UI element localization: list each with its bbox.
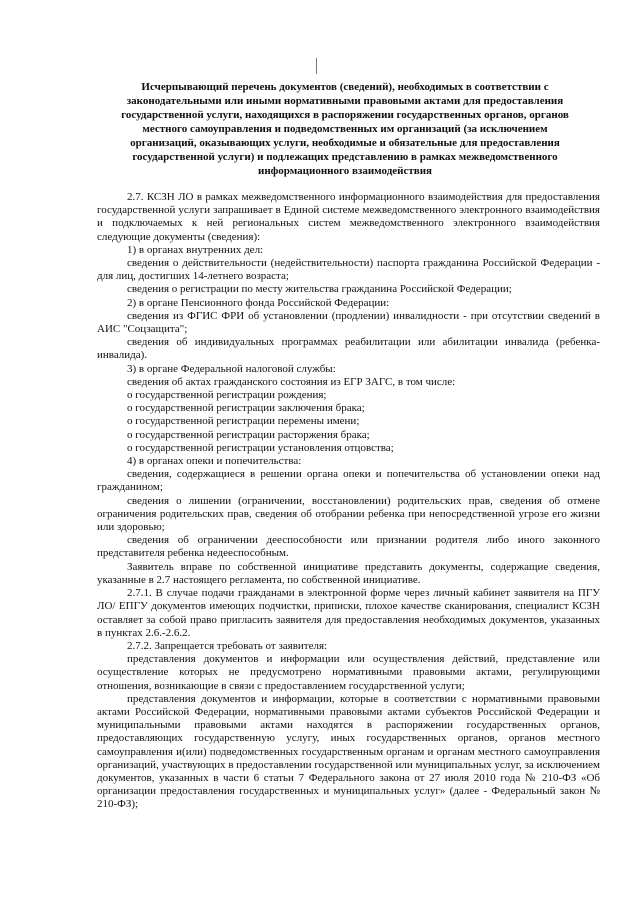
paragraph-2-7-1: 2.7.1. В случае подачи гражданами в электронной форме через личный кабинет заявителя на ПГУ ЛО/ ЕПГУ документов имеющих подчистки, приписки, плохое качестве сканирования, специалист КСЗН оставляет за собой право пригласить заявителя для предоставления необходимых документов, указанных в пунктах 2.6.-2.6.2.: [97, 587, 600, 639]
list-item: о государственной регистрации рождения;: [127, 389, 327, 402]
list-heading-guardianship: 4) в органах опеки и попечительства:: [127, 455, 302, 468]
paragraph-applicant-right: Заявитель вправе по собственной инициативе представить документы, содержащие сведения, указанные в 2.7 настоящего регламента, по собственной инициативе.: [97, 560, 600, 586]
list-item: сведения о регистрации по месту жительства гражданина Российской Федерации;: [127, 283, 512, 296]
list-item: сведения об ограничении дееспособности или признании родителя либо иного законного представителя ребенка недееспособным.: [97, 534, 600, 560]
title-line: государственной услуги, находящихся в распоряжении государственных органов, органов: [121, 109, 569, 121]
document-body: [97, 191, 600, 812]
title-line: местного самоуправления и подведомственных им организаций (за исключением: [142, 123, 548, 135]
title-line: информационного взаимодействия: [257, 165, 432, 177]
list-item: о государственной регистрации расторжения брака;: [127, 428, 370, 441]
title-line: государственной услуги) и подлежащих представлению в рамках межведомственного: [132, 151, 558, 163]
list-item: о государственной регистрации перемены имени;: [127, 415, 360, 428]
list-heading-tax-service: 3) в органе Федеральной налоговой службы:: [127, 362, 336, 375]
title-line: организаций, оказывающих услуги, необходимые и обязательные для предоставления: [130, 137, 560, 149]
list-item: сведения о лишении (ограничении, восстановлении) родительских прав, сведения об отмене ограничения родительских прав, сведения об отобрании ребенка при непосредственной угрозе его жизни или здоровью;: [97, 494, 600, 534]
list-item: сведения, содержащиеся в решении органа опеки и попечительства об установлении опеки над гражданином;: [97, 468, 600, 494]
list-item: представления документов и информации или осуществления действий, представление или осуществление которых не предусмотрено нормативными правовыми актами, регулирующими отношения, возникающие в связи с предоставлением государственной услуги;: [97, 653, 600, 692]
list-item: сведения об индивидуальных программах реабилитации или абилитации инвалида (ребенка-инвалида).: [97, 336, 600, 362]
list-item: представления документов и информации, которые в соответствии с нормативными правовыми актами Российской Федерации, нормативными правовыми актами субъектов Российской Федерации и муниципальными правовыми актами находятся в распоряжении государственных органов, предоставляющих государственную услугу, иных государственных органов, органов местного самоуправления и(или) подведомственных государственным органам и органам местного самоуправления организаций, участвующих в предоставлении государственной или муниципальных услуг, за исключением документов, указанных в части 6 статьи 7 Федерального закона от 27 июля 2010 года № 210-ФЗ «Об организации предоставления государственных и муниципальных услуг» (далее - Федеральный закон № 210-ФЗ);: [97, 692, 600, 811]
list-item: сведения из ФГИС ФРИ об установлении (продлении) инвалидности - при отсутствии сведений в АИС "Соцзащита";: [97, 309, 600, 336]
list-item: сведения о действительности (недействительности) паспорта гражданина Российской Федерации - для лиц, достигших 14-летнего возраста;: [97, 257, 600, 283]
list-heading-pension-fund: 2) в органе Пенсионного фонда Российской Федерации:: [127, 296, 390, 309]
list-item: о государственной регистрации заключения брака;: [127, 402, 365, 415]
paragraph-2-7-2: 2.7.2. Запрещается требовать от заявителя:: [127, 639, 328, 652]
paragraph-2-7: 2.7. КСЗН ЛО в рамках межведомственного информационного взаимодействия для предоставления государственной услуги запрашивает в Единой системе межведомственного электронного взаимодействия и подключаемых к ней региональных систем межведомственного электронного взаимодействия следующие документы (сведения):: [97, 191, 600, 243]
list-heading-internal-affairs: 1) в органах внутренних дел:: [127, 243, 264, 256]
list-item: о государственной регистрации установления отцовства;: [127, 441, 394, 454]
scan-vertical-mark: [316, 58, 317, 74]
list-item: сведения об актах гражданского состояния из ЕГР ЗАГС, в том числе:: [127, 375, 456, 388]
document-title: [80, 80, 610, 178]
title-line: Исчерпывающий перечень документов (сведений), необходимых в соответствии с: [141, 81, 549, 93]
title-line: законодательными или иными нормативными правовыми актами для предоставления: [126, 95, 564, 107]
